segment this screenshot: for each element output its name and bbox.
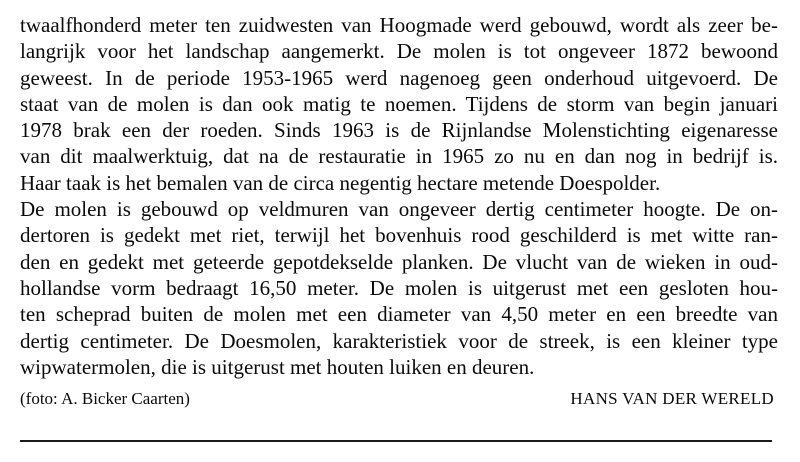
paragraph-2-line: dertoren is gedekt met riet, terwijl het bovenhuis rood geschilderd is met witte ran- xyxy=(20,223,778,248)
paragraph-2-line: dertig centimeter. De Doesmolen, karakteristiek voor de streek, is een kleiner type xyxy=(20,328,778,353)
bottom-divider xyxy=(20,440,772,442)
paragraph-1-line: twaalfhonderd meter ten zuidwesten van Hoogmade werd gebouwd, wordt als zeer be- xyxy=(20,13,778,37)
credit-row xyxy=(20,387,778,411)
paragraph-2-line: hollandse vorm bedraagt 16,50 meter. De molen is uitgerust met een gesloten hou- xyxy=(20,275,778,300)
paragraph-1-line: staat van de molen is dan ook matig te noemen. Tijdens de storm van begin januari xyxy=(20,91,778,116)
author-name: HANS VAN DER WERELD xyxy=(570,389,774,408)
article-body xyxy=(20,12,778,380)
paragraph-2-line: wipwatermolen, die is uitgerust met houten luiken en deuren. xyxy=(20,354,535,379)
paragraph-1-line: langrijk voor het landschap aangemerkt. De molen is tot ongeveer 1872 bewoond xyxy=(20,39,778,64)
paragraph-2-line: ten scheprad buiten de molen met een diameter van 4,50 meter en een breedte van xyxy=(20,302,778,327)
photo-credit: (foto: A. Bicker Caarten) xyxy=(20,389,190,408)
paragraph-1-line: Haar taak is het bemalen van de circa negentig hectare metende Doespolder. xyxy=(20,170,661,195)
paragraph-1-line: 1978 brak een der roeden. Sinds 1963 is de Rijnlandse Molenstichting eigenaresse xyxy=(20,118,778,143)
paragraph-1-line: van dit maalwerktuig, dat na de restauratie in 1965 zo nu en dan nog in bedrijf is. xyxy=(20,144,778,169)
paragraph-2-line: De molen is gebouwd op veldmuren van ongeveer dertig centimeter hoogte. De on- xyxy=(20,197,778,222)
paragraph-2-line: den en gedekt met geteerde gepotdekselde planken. De vlucht van de wieken in oud- xyxy=(20,249,778,274)
paragraph-1-line: geweest. In de periode 1953-1965 werd nagenoeg geen onderhoud uitgevoerd. De xyxy=(20,65,778,90)
